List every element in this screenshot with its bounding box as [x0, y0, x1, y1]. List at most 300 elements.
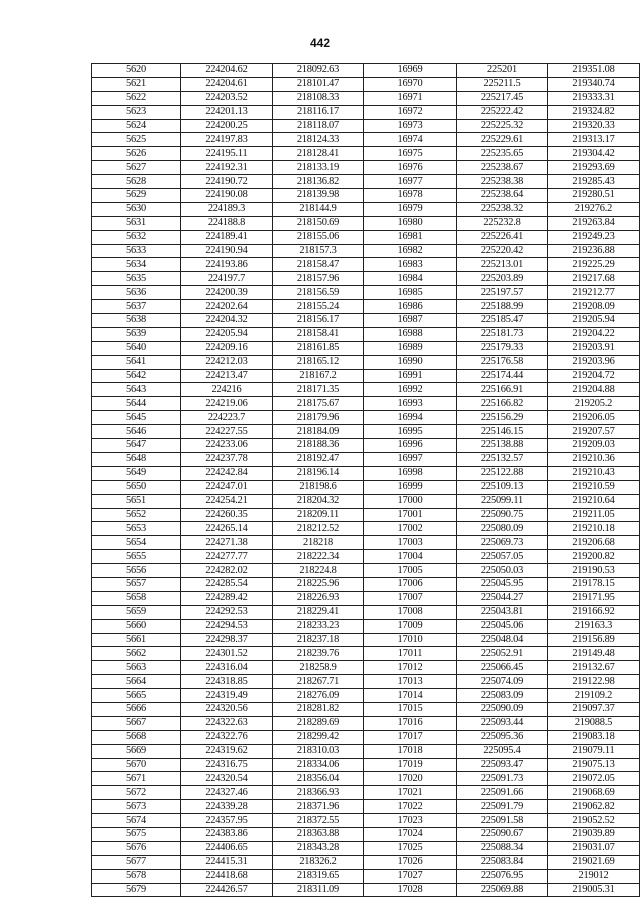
- table-cell: 225174.44: [457, 369, 548, 383]
- table-cell: 17003: [364, 536, 457, 550]
- table-cell: 218372.55: [273, 814, 364, 828]
- table-row: [92, 383, 640, 397]
- table-cell: 17008: [364, 605, 457, 619]
- table-cell: 219249.23: [548, 230, 640, 244]
- table-cell: 225138.88: [457, 439, 548, 453]
- table-cell: 219021.69: [548, 855, 640, 869]
- coordinates-table: [91, 63, 640, 897]
- table-cell: 224322.76: [181, 730, 273, 744]
- table-cell: 17004: [364, 550, 457, 564]
- table-cell: 225093.47: [457, 758, 548, 772]
- table-cell: 5644: [92, 397, 181, 411]
- table-cell: 5655: [92, 550, 181, 564]
- table-cell: 224319.49: [181, 689, 273, 703]
- table-cell: 219320.33: [548, 119, 640, 133]
- table-cell: 17023: [364, 814, 457, 828]
- table-cell: 17026: [364, 855, 457, 869]
- table-cell: 5638: [92, 314, 181, 328]
- table-cell: 5674: [92, 814, 181, 828]
- table-row: [92, 577, 640, 591]
- table-cell: 218155.06: [273, 230, 364, 244]
- table-row: [92, 494, 640, 508]
- table-cell: 5621: [92, 77, 181, 91]
- table-cell: 224200.39: [181, 286, 273, 300]
- table-cell: 219324.82: [548, 105, 640, 119]
- table-cell: 225057.05: [457, 550, 548, 564]
- table-cell: 5668: [92, 730, 181, 744]
- table-row: [92, 452, 640, 466]
- table-cell: 224298.37: [181, 633, 273, 647]
- table-cell: 219097.37: [548, 702, 640, 716]
- table-cell: 225066.45: [457, 661, 548, 675]
- table-cell: 224415.31: [181, 855, 273, 869]
- table-cell: 219351.08: [548, 64, 640, 78]
- table-cell: 218310.03: [273, 744, 364, 758]
- table-cell: 224319.62: [181, 744, 273, 758]
- table-cell: 224406.65: [181, 841, 273, 855]
- table-cell: 218128.41: [273, 147, 364, 161]
- table-cell: 219211.05: [548, 508, 640, 522]
- table-row: [92, 814, 640, 828]
- table-cell: 16972: [364, 105, 457, 119]
- table-cell: 224289.42: [181, 591, 273, 605]
- table-cell: 219210.59: [548, 480, 640, 494]
- table-cell: 219207.57: [548, 425, 640, 439]
- table-cell: 16969: [364, 64, 457, 78]
- table-row: [92, 147, 640, 161]
- table-cell: 225185.47: [457, 314, 548, 328]
- table-cell: 218343.28: [273, 841, 364, 855]
- table-cell: 5675: [92, 827, 181, 841]
- table-cell: 219132.67: [548, 661, 640, 675]
- table-cell: 224318.85: [181, 675, 273, 689]
- table-cell: 5660: [92, 619, 181, 633]
- table-cell: 218175.67: [273, 397, 364, 411]
- table-row: [92, 661, 640, 675]
- table-cell: 224322.63: [181, 716, 273, 730]
- table-cell: 225166.91: [457, 383, 548, 397]
- table-cell: 225188.99: [457, 300, 548, 314]
- table-cell: 219083.18: [548, 730, 640, 744]
- table-cell: 16996: [364, 439, 457, 453]
- table-cell: 225088.34: [457, 841, 548, 855]
- table-cell: 219210.36: [548, 452, 640, 466]
- table-cell: 16984: [364, 272, 457, 286]
- table-cell: 219075.13: [548, 758, 640, 772]
- table-cell: 224285.54: [181, 577, 273, 591]
- table-row: [92, 730, 640, 744]
- table-cell: 5645: [92, 411, 181, 425]
- page-number: 442: [309, 36, 331, 50]
- table-cell: 225238.67: [457, 161, 548, 175]
- table-cell: 224223.7: [181, 411, 273, 425]
- table-cell: 16988: [364, 327, 457, 341]
- table-cell: 218281.82: [273, 702, 364, 716]
- table-cell: 224418.68: [181, 869, 273, 883]
- table-cell: 218133.19: [273, 161, 364, 175]
- table-cell: 225222.42: [457, 105, 548, 119]
- table-cell: 219156.89: [548, 633, 640, 647]
- table-cell: 5670: [92, 758, 181, 772]
- table-cell: 218155.24: [273, 300, 364, 314]
- table-cell: 218156.59: [273, 286, 364, 300]
- table-cell: 16983: [364, 258, 457, 272]
- table-cell: 218108.33: [273, 91, 364, 105]
- table-row: [92, 605, 640, 619]
- table-cell: 225226.41: [457, 230, 548, 244]
- table-cell: 219079.11: [548, 744, 640, 758]
- table-row: [92, 786, 640, 800]
- table-cell: 16971: [364, 91, 457, 105]
- table-cell: 5624: [92, 119, 181, 133]
- table-cell: 17009: [364, 619, 457, 633]
- table-cell: 219190.53: [548, 564, 640, 578]
- table-cell: 16993: [364, 397, 457, 411]
- table-cell: 224357.95: [181, 814, 273, 828]
- table-cell: 16978: [364, 189, 457, 203]
- table-cell: 225083.09: [457, 689, 548, 703]
- table-cell: 225091.79: [457, 800, 548, 814]
- table-cell: 218156.17: [273, 314, 364, 328]
- table-cell: 218167.2: [273, 369, 364, 383]
- table-cell: 16994: [364, 411, 457, 425]
- table-cell: 5673: [92, 800, 181, 814]
- table-cell: 218218: [273, 536, 364, 550]
- table-cell: 5648: [92, 452, 181, 466]
- table-cell: 5649: [92, 466, 181, 480]
- table-cell: 16992: [364, 383, 457, 397]
- table-cell: 16973: [364, 119, 457, 133]
- table-cell: 17005: [364, 564, 457, 578]
- table-cell: 224383.86: [181, 827, 273, 841]
- table-cell: 5630: [92, 202, 181, 216]
- table-cell: 218157.3: [273, 244, 364, 258]
- table-cell: 5629: [92, 189, 181, 203]
- table-cell: 224233.06: [181, 439, 273, 453]
- table-row: [92, 91, 640, 105]
- table-row: [92, 550, 640, 564]
- table-cell: 5657: [92, 577, 181, 591]
- table-cell: 5659: [92, 605, 181, 619]
- table-cell: 5642: [92, 369, 181, 383]
- table-cell: 225045.95: [457, 577, 548, 591]
- table-cell: 219204.88: [548, 383, 640, 397]
- table-row: [92, 716, 640, 730]
- table-cell: 224202.64: [181, 300, 273, 314]
- table-cell: 218229.41: [273, 605, 364, 619]
- table-cell: 225044.27: [457, 591, 548, 605]
- table-cell: 218124.33: [273, 133, 364, 147]
- table-cell: 225069.88: [457, 883, 548, 897]
- table-row: [92, 189, 640, 203]
- table-cell: 224190.08: [181, 189, 273, 203]
- table-cell: 224204.32: [181, 314, 273, 328]
- table-cell: 224193.86: [181, 258, 273, 272]
- table-cell: 224204.61: [181, 77, 273, 91]
- table-cell: 224426.57: [181, 883, 273, 897]
- table-cell: 218209.11: [273, 508, 364, 522]
- table-cell: 218204.32: [273, 494, 364, 508]
- table-row: [92, 800, 640, 814]
- table-cell: 5678: [92, 869, 181, 883]
- table-cell: 225076.95: [457, 869, 548, 883]
- table-cell: 16991: [364, 369, 457, 383]
- table-cell: 219166.92: [548, 605, 640, 619]
- table-cell: 224219.06: [181, 397, 273, 411]
- table-cell: 16987: [364, 314, 457, 328]
- table-cell: 17017: [364, 730, 457, 744]
- table-cell: 225156.29: [457, 411, 548, 425]
- table-cell: 219293.69: [548, 161, 640, 175]
- table-cell: 17027: [364, 869, 457, 883]
- table-cell: 219210.18: [548, 522, 640, 536]
- table-row: [92, 883, 640, 897]
- table-cell: 224316.75: [181, 758, 273, 772]
- table-cell: 17024: [364, 827, 457, 841]
- table-row: [92, 647, 640, 661]
- table-cell: 224277.77: [181, 550, 273, 564]
- table-cell: 218188.36: [273, 439, 364, 453]
- table-cell: 17028: [364, 883, 457, 897]
- table-cell: 225166.82: [457, 397, 548, 411]
- table-cell: 16981: [364, 230, 457, 244]
- table-cell: 5672: [92, 786, 181, 800]
- table-cell: 5651: [92, 494, 181, 508]
- table-cell: 218212.52: [273, 522, 364, 536]
- table-cell: 5632: [92, 230, 181, 244]
- table-cell: 5628: [92, 175, 181, 189]
- table-cell: 225146.15: [457, 425, 548, 439]
- table-cell: 5662: [92, 647, 181, 661]
- table-row: [92, 480, 640, 494]
- table-cell: 5663: [92, 661, 181, 675]
- table-row: [92, 300, 640, 314]
- table-cell: 218222.34: [273, 550, 364, 564]
- table-cell: 219210.64: [548, 494, 640, 508]
- table-cell: 219225.29: [548, 258, 640, 272]
- table-cell: 224203.52: [181, 91, 273, 105]
- table-cell: 218371.96: [273, 800, 364, 814]
- table-cell: 17016: [364, 716, 457, 730]
- table-cell: 218198.6: [273, 480, 364, 494]
- table-cell: 225232.8: [457, 216, 548, 230]
- table-cell: 17014: [364, 689, 457, 703]
- table-cell: 218092.63: [273, 64, 364, 78]
- table-cell: 225083.84: [457, 855, 548, 869]
- table-cell: 219304.42: [548, 147, 640, 161]
- table-row: [92, 758, 640, 772]
- table-row: [92, 369, 640, 383]
- table-cell: 17022: [364, 800, 457, 814]
- table-cell: 16974: [364, 133, 457, 147]
- table-cell: 5667: [92, 716, 181, 730]
- table-cell: 225179.33: [457, 341, 548, 355]
- table-cell: 16989: [364, 341, 457, 355]
- table-cell: 16986: [364, 300, 457, 314]
- table-cell: 219209.03: [548, 439, 640, 453]
- table-cell: 224227.55: [181, 425, 273, 439]
- table-cell: 218276.09: [273, 689, 364, 703]
- table-cell: 224209.16: [181, 341, 273, 355]
- table-row: [92, 869, 640, 883]
- table-cell: 17012: [364, 661, 457, 675]
- table-cell: 17021: [364, 786, 457, 800]
- table-cell: 218179.96: [273, 411, 364, 425]
- table-cell: 5650: [92, 480, 181, 494]
- table-cell: 16982: [364, 244, 457, 258]
- table-row: [92, 827, 640, 841]
- table-cell: 5669: [92, 744, 181, 758]
- table-cell: 5620: [92, 64, 181, 78]
- table-cell: 5639: [92, 327, 181, 341]
- table-cell: 5633: [92, 244, 181, 258]
- table-cell: 218267.71: [273, 675, 364, 689]
- table-cell: 224212.03: [181, 355, 273, 369]
- table-cell: 224247.01: [181, 480, 273, 494]
- table-cell: 16977: [364, 175, 457, 189]
- table-cell: 225238.32: [457, 202, 548, 216]
- table-cell: 225080.09: [457, 522, 548, 536]
- table-cell: 224339.28: [181, 800, 273, 814]
- table-row: [92, 119, 640, 133]
- table-cell: 5677: [92, 855, 181, 869]
- table-row: [92, 702, 640, 716]
- table-row: [92, 355, 640, 369]
- table-cell: 218136.82: [273, 175, 364, 189]
- table-cell: 16995: [364, 425, 457, 439]
- table-cell: 219204.72: [548, 369, 640, 383]
- table-cell: 225238.38: [457, 175, 548, 189]
- table-cell: 225176.58: [457, 355, 548, 369]
- table-cell: 17001: [364, 508, 457, 522]
- table-cell: 218311.09: [273, 883, 364, 897]
- table-cell: 225238.64: [457, 189, 548, 203]
- table-cell: 225050.03: [457, 564, 548, 578]
- table-row: [92, 466, 640, 480]
- table-row: [92, 411, 640, 425]
- table-cell: 224320.56: [181, 702, 273, 716]
- table-cell: 5654: [92, 536, 181, 550]
- table-row: [92, 397, 640, 411]
- table-row: [92, 633, 640, 647]
- table-cell: 5679: [92, 883, 181, 897]
- table-cell: 219200.82: [548, 550, 640, 564]
- table-cell: 5671: [92, 772, 181, 786]
- table-cell: 225217.45: [457, 91, 548, 105]
- table-cell: 218101.47: [273, 77, 364, 91]
- table-cell: 224294.53: [181, 619, 273, 633]
- table-row: [92, 244, 640, 258]
- table-cell: 225132.57: [457, 452, 548, 466]
- table-cell: 224237.78: [181, 452, 273, 466]
- table-cell: 225099.11: [457, 494, 548, 508]
- table-cell: 17025: [364, 841, 457, 855]
- table-cell: 5661: [92, 633, 181, 647]
- table-cell: 16999: [364, 480, 457, 494]
- table-cell: 218192.47: [273, 452, 364, 466]
- table-row: [92, 536, 640, 550]
- table-cell: 5666: [92, 702, 181, 716]
- table-row: [92, 619, 640, 633]
- table-cell: 5676: [92, 841, 181, 855]
- table-cell: 224200.25: [181, 119, 273, 133]
- table-cell: 219072.05: [548, 772, 640, 786]
- table-row: [92, 202, 640, 216]
- table-cell: 218158.41: [273, 327, 364, 341]
- table-cell: 225090.75: [457, 508, 548, 522]
- table-cell: 219205.94: [548, 314, 640, 328]
- table-row: [92, 327, 640, 341]
- table-cell: 225095.36: [457, 730, 548, 744]
- table-row: [92, 175, 640, 189]
- table-cell: 225043.81: [457, 605, 548, 619]
- table-cell: 5653: [92, 522, 181, 536]
- table-cell: 16979: [364, 202, 457, 216]
- table-row: [92, 105, 640, 119]
- table-cell: 219206.68: [548, 536, 640, 550]
- table-cell: 17010: [364, 633, 457, 647]
- table-row: [92, 591, 640, 605]
- table-row: [92, 772, 640, 786]
- table-row: [92, 216, 640, 230]
- table-cell: 224201.13: [181, 105, 273, 119]
- table-cell: 219203.91: [548, 341, 640, 355]
- table-cell: 219122.98: [548, 675, 640, 689]
- table-cell: 225090.09: [457, 702, 548, 716]
- table-cell: 219212.77: [548, 286, 640, 300]
- table-cell: 218144.9: [273, 202, 364, 216]
- table-cell: 225091.66: [457, 786, 548, 800]
- table-cell: 224192.31: [181, 161, 273, 175]
- table-cell: 17020: [364, 772, 457, 786]
- table-cell: 224254.21: [181, 494, 273, 508]
- table-cell: 5640: [92, 341, 181, 355]
- table-cell: 224195.11: [181, 147, 273, 161]
- table-row: [92, 425, 640, 439]
- table-cell: 219340.74: [548, 77, 640, 91]
- table-cell: 218356.04: [273, 772, 364, 786]
- table-cell: 219204.22: [548, 327, 640, 341]
- table-row: [92, 133, 640, 147]
- table-cell: 219039.89: [548, 827, 640, 841]
- table-cell: 17011: [364, 647, 457, 661]
- table-cell: 225220.42: [457, 244, 548, 258]
- table-cell: 224271.38: [181, 536, 273, 550]
- table-cell: 5643: [92, 383, 181, 397]
- table-cell: 219280.51: [548, 189, 640, 203]
- table-cell: 224205.94: [181, 327, 273, 341]
- table-row: [92, 675, 640, 689]
- table-cell: 16976: [364, 161, 457, 175]
- table-cell: 17007: [364, 591, 457, 605]
- table-cell: 5636: [92, 286, 181, 300]
- table-cell: 218289.69: [273, 716, 364, 730]
- table-cell: 218237.18: [273, 633, 364, 647]
- table-row: [92, 564, 640, 578]
- table-cell: 5634: [92, 258, 181, 272]
- table-cell: 5658: [92, 591, 181, 605]
- table-row: [92, 64, 640, 78]
- coordinates-table-body: [92, 64, 640, 897]
- table-cell: 219052.52: [548, 814, 640, 828]
- table-cell: 5652: [92, 508, 181, 522]
- table-cell: 218196.14: [273, 466, 364, 480]
- table-cell: 5665: [92, 689, 181, 703]
- table-cell: 219068.69: [548, 786, 640, 800]
- table-cell: 16998: [364, 466, 457, 480]
- table-cell: 225052.91: [457, 647, 548, 661]
- table-cell: 218299.42: [273, 730, 364, 744]
